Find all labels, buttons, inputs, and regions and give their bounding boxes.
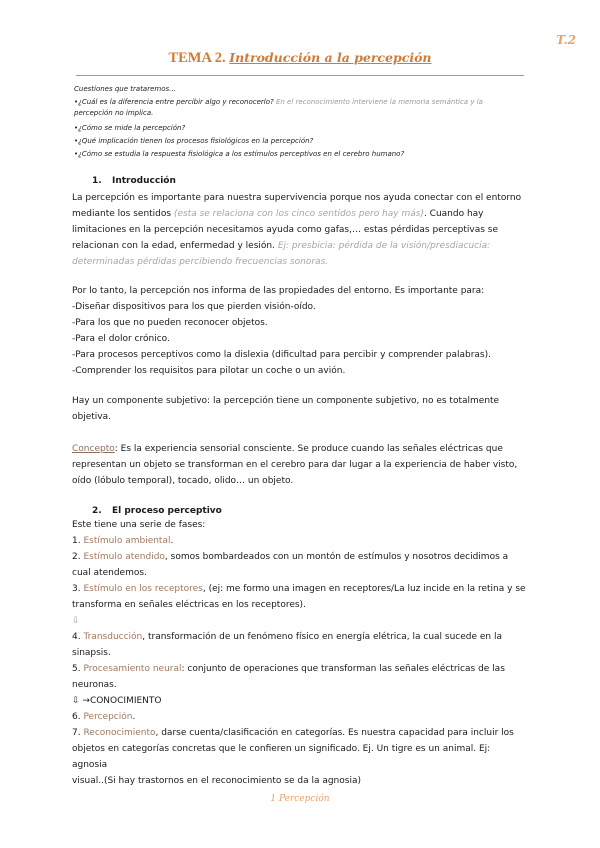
step-1 — [72, 533, 528, 549]
page-footer: 1 Percepción — [270, 794, 330, 804]
line: oído (lóbulo temporal), tocado, olido… un objeto. — [72, 476, 294, 486]
concept-label: Concepto — [72, 444, 115, 454]
step-term: Estímulo ambiental — [83, 536, 171, 546]
line: determinadas pérdidas percibiendo frecuencias sonoras. — [72, 257, 329, 267]
note: (esta se relaciona con los cinco sentidos pero hay más) — [173, 209, 424, 219]
list-item: -Diseñar dispositivos para los que pierden visión-oído. — [72, 302, 316, 312]
step-number: 5. — [72, 664, 84, 674]
section-1-paragraph-1 — [72, 190, 528, 270]
question-3: •¿Qué implicación tienen los procesos fisiológicos en la percepción? — [74, 137, 314, 145]
question-1 — [74, 97, 534, 108]
text: : Es la experiencia sensorial consciente. Se produce cuando las señales eléctricas que — [114, 444, 503, 454]
text: : conjunto de operaciones que transforman las señales eléctricas de las — [181, 664, 505, 674]
step-4 — [72, 629, 528, 645]
questions-intro: Cuestiones que trataremos… — [74, 85, 177, 93]
question-1-text: •¿Cuál es la diferencia entre percibir algo y reconocerlo? — [74, 98, 274, 106]
section-2-body — [72, 517, 528, 789]
line — [72, 238, 528, 254]
section-1-title: Introducción — [112, 176, 176, 186]
line: objetos en categorías concretas que le confieren un significado. Ej. Un tigre es un animal. Ej: agnosia — [72, 744, 491, 770]
step-term: Transducción — [83, 632, 143, 642]
title-divider — [76, 75, 524, 76]
step-7 — [72, 725, 528, 741]
step-2 — [72, 549, 528, 565]
line: Hay un componente subjetivo: la percepción tiene un componente subjetivo, no es totalmente — [72, 396, 500, 406]
title-number: TEMA 2. — [168, 50, 226, 66]
concept-paragraph — [72, 441, 528, 489]
section-1-paragraph-2 — [72, 283, 528, 379]
step-number: 4. — [72, 632, 84, 642]
line: La percepción es importante para nuestra supervivencia porque nos ayuda conectar con el entorno — [72, 193, 522, 203]
list-item: -Para los que no pueden reconocer objetos. — [72, 318, 268, 328]
question-1-note: En el reconocimiento interviene la memoria semántica y la — [273, 98, 483, 106]
down-arrow-icon: ⇩ — [72, 616, 80, 626]
text: , darse cuenta/clasificación en categorías. Es nuestra capacidad para incluir los — [155, 728, 514, 738]
section-1-paragraph-3 — [72, 393, 528, 425]
text: , somos bombardeados con un montón de estímulos y nosotros decidimos a — [164, 552, 509, 562]
step-term: Procesamiento neural — [83, 664, 182, 674]
section-1-heading — [92, 176, 176, 186]
text: . — [170, 536, 174, 546]
line — [72, 441, 528, 457]
list-item: -Comprender los requisitos para pilotar un coche o un avión. — [72, 366, 346, 376]
question-4: •¿Cómo se estudia la respuesta fisiológica a los estímulos perceptivos en el cerebro humano? — [74, 150, 405, 158]
section-2-title: El proceso perceptivo — [112, 506, 222, 516]
step-number: 2. — [72, 552, 84, 562]
question-2: •¿Cómo se mide la percepción? — [74, 124, 186, 132]
title-text: Introducción a la percepción — [229, 50, 432, 65]
text: , (ej: me formo una imagen en receptores/La luz incide en la retina y se — [202, 584, 526, 594]
line: cual atendemos. — [72, 568, 147, 578]
line: representan un objeto se transforman en el cerebro para dar lugar a la experiencia de haber visto, — [72, 460, 518, 470]
section-1-number: 1. — [92, 176, 102, 186]
line: Por lo tanto, la percepción nos informa de las propiedades del entorno. Es importante para: — [72, 286, 485, 296]
text: relacionan con la edad, enfermedad y lesión. — [72, 241, 278, 251]
line — [72, 206, 528, 222]
line: Este tiene una serie de fases: — [72, 520, 206, 530]
step-term: Estímulo en los receptores — [83, 584, 203, 594]
list-item: -Para procesos perceptivos como la dislexia (dificultad para percibir y comprender palabras). — [72, 350, 491, 360]
text: . — [132, 712, 136, 722]
step-number: 3. — [72, 584, 84, 594]
text: , transformación de un fenómeno físico en energía elétrica, la cual sucede en la — [142, 632, 503, 642]
step-6 — [72, 709, 528, 725]
section-2-heading — [92, 506, 222, 516]
text: mediante los sentidos — [72, 209, 174, 219]
step-term: Reconocimiento — [83, 728, 156, 738]
section-2-number: 2. — [92, 506, 102, 516]
text: . Cuando hay — [423, 209, 484, 219]
topic-tag: T.2 — [556, 33, 576, 47]
note: Ej: presbicia: pérdida de la visión/presdiacucia: — [277, 241, 491, 251]
line: limitaciones en la percepción necesitamos ayuda como gafas,… estas pérdidas perceptivas se — [72, 225, 499, 235]
step-number: 7. — [72, 728, 84, 738]
step-number: 1. — [72, 536, 84, 546]
knowledge-arrow: ⇩ →CONOCIMIENTO — [72, 696, 162, 706]
line: neuronas. — [72, 680, 117, 690]
line: sinapsis. — [72, 648, 111, 658]
step-term: Estímulo atendido — [83, 552, 165, 562]
list-item: -Para el dolor crónico. — [72, 334, 170, 344]
question-1-note-cont: percepción no implica. — [74, 109, 154, 117]
line: visual..(Si hay trastornos en el reconocimiento se da la agnosia) — [72, 776, 361, 786]
step-term: Percepción — [83, 712, 133, 722]
step-number: 6. — [72, 712, 84, 722]
line: objetiva. — [72, 412, 111, 422]
step-3 — [72, 581, 528, 597]
step-5 — [72, 661, 528, 677]
line: transforma en señales eléctricas en los receptores). — [72, 600, 306, 610]
page-title — [0, 50, 600, 67]
